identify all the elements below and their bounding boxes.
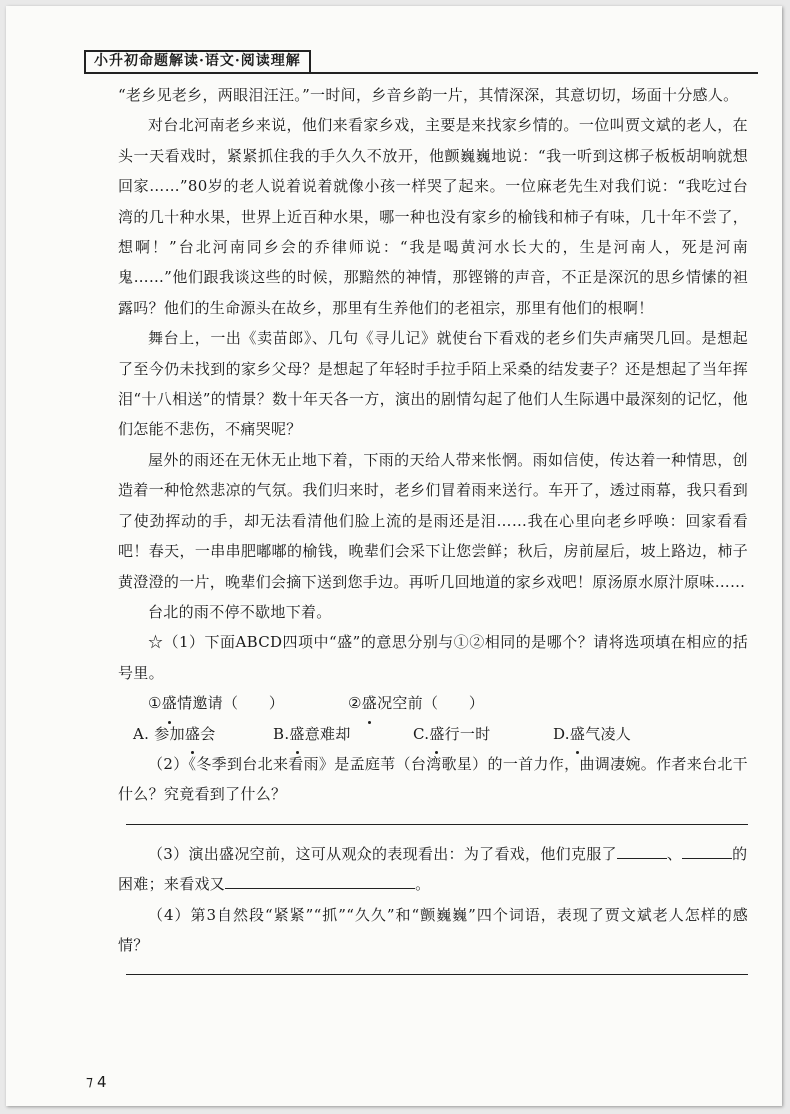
- question-1-item-2[interactable]: ②盛况空前（ ）: [348, 688, 548, 718]
- question-1-items: [148, 688, 748, 718]
- page-footer: [86, 1073, 107, 1091]
- emphasis-char: 盛: [162, 688, 177, 718]
- emphasis-char: 盛: [185, 719, 200, 749]
- question-3-blank-1[interactable]: [617, 841, 667, 859]
- question-4-answer-line[interactable]: [126, 974, 748, 975]
- question-3-blank-2[interactable]: [682, 841, 732, 859]
- question-3-blank-3[interactable]: [225, 872, 415, 890]
- book-page: [6, 6, 782, 1106]
- reading-content: [118, 80, 748, 989]
- question-1-options: [133, 719, 748, 749]
- paragraph-5: 台北的雨不停不歇地下着。: [148, 602, 332, 621]
- question-1-prompt: ☆（1）下面ABCD四项中“盛”的意思分别与①②相同的是哪个？请将选项填在相应的括号里。: [118, 633, 748, 682]
- question-2-prompt: （2）《冬季到台北来看雨》是孟庭苇（台湾歌星）的一首力作，曲调凄婉。作者来台北干什么？究竟看到了什么？: [118, 754, 748, 804]
- emphasis-char: 盛: [362, 688, 377, 718]
- running-header: [84, 52, 758, 74]
- question-2-answer-line[interactable]: [126, 824, 748, 825]
- corner-mark-icon: ⁊: [86, 1074, 93, 1090]
- emphasis-char: 盛: [570, 719, 585, 749]
- emphasis-char: 盛: [289, 719, 304, 749]
- question-1-item-1[interactable]: ①盛情邀请（ ）: [148, 688, 348, 718]
- emphasis-char: 盛: [429, 719, 444, 749]
- question-3-prompt: （3）演出盛况空前，这可从观众的表现看出：为了看戏，他们克服了 、 的 困难；来看戏又 。: [118, 839, 748, 900]
- option-a[interactable]: A. 参加盛会: [133, 719, 273, 749]
- question-4-prompt: （4）第3自然段“紧紧”“抓”“久久”和“颤巍巍”四个词语，表现了贾文斌老人怎样的感情？: [118, 905, 748, 954]
- paragraph-4: 屋外的雨还在无休无止地下着，下雨的天给人带来怅惘。雨如信使，传达着一种情思，创造着一种怆然悲凉的气氛。我们归来时，老乡们冒着雨来送行。车开了，透过雨幕，我只看到了使劲挥动的手，却无法看清他们脸上流的是雨还是泪……我在心里向老乡呼唤：回家看看吧！春天，一串串肥嘟嘟的榆钱，晚辈们会采下让您尝鲜；秋后，房前屋后，坡上路边，柿子黄澄澄的一片，晚辈们会摘下送到您手边。再听几回地道的家乡戏吧！原汤原水原汁原味……: [118, 450, 748, 591]
- header-title: 小升初命题解读·语文·阅读理解: [84, 50, 311, 74]
- page-number: 4: [96, 1073, 107, 1091]
- option-b[interactable]: B.盛意难却: [273, 719, 413, 749]
- paragraph-3: 舞台上，一出《卖苗郎》、几句《寻儿记》就使台下看戏的老乡们失声痛哭几回。是想起了至今仍未找到的家乡父母？是想起了年轻时手拉手陌上采桑的结发妻子？还是想起了当年挥泪“十八相送”的情景？数十年天各一方，演出的剧情勾起了他们人生际遇中最深刻的记忆，他们怎能不悲伤，不痛哭呢？: [118, 329, 748, 439]
- option-d[interactable]: D.盛气凌人: [553, 719, 693, 749]
- paragraph-1: “老乡见老乡，两眼泪汪汪。”一时间，乡音乡韵一片，其情深深，其意切切，场面十分感人。: [118, 86, 739, 104]
- option-c[interactable]: C.盛行一时: [413, 719, 553, 749]
- paragraph-2: 对台北河南老乡来说，他们来看家乡戏，主要是来找家乡情的。一位叫贾文斌的老人，在头一天看戏时，紧紧抓住我的手久久不放开，他颤巍巍地说：“我一听到这梆子板板胡响就想回家……”80岁的老人说着说着就像小孩一样哭了起来。一位麻老先生对我们说：“我吃过台湾的几十种水果，世界上近百种水果，哪一种也没有家乡的榆钱和柿子有味，几十年不尝了，想啊！”台北河南同乡会的乔律师说：“我是喝黄河水长大的，生是河南人，死是河南鬼……”他们跟我谈这些的时候，那黯然的神情，那铿锵的声音，不正是深沉的思乡情愫的袒露吗？他们的生命源头在故乡，那里有生养他们的老祖宗，那里有他们的根啊！: [118, 116, 748, 317]
